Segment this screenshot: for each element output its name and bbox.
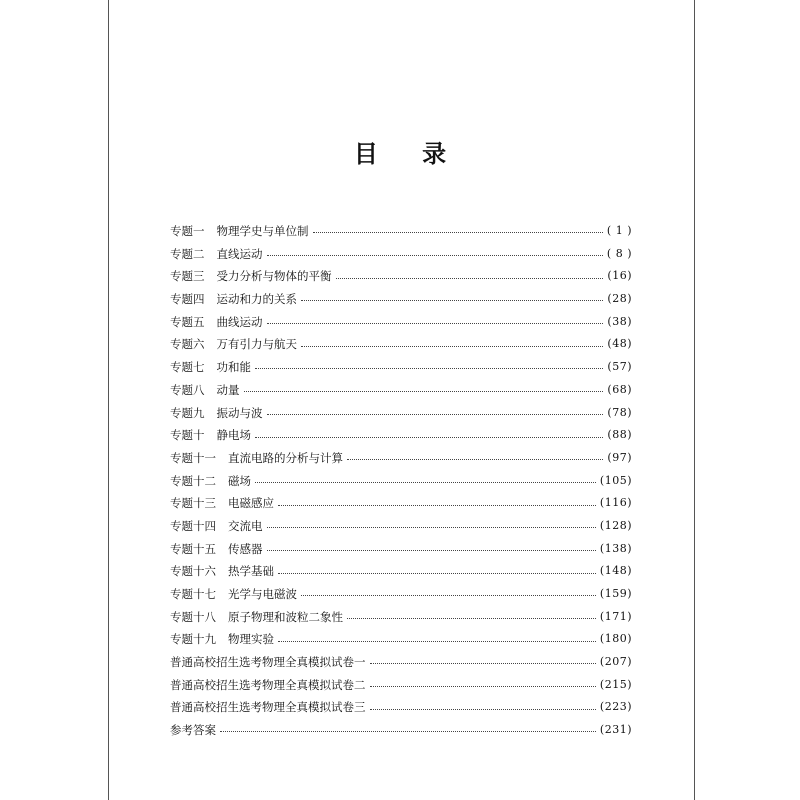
toc-entry[interactable] xyxy=(170,243,632,266)
toc-entry-page-number: (105) xyxy=(599,473,632,487)
toc-entry[interactable] xyxy=(170,492,632,515)
toc-entry-label: 专题十八 xyxy=(170,609,216,624)
toc-entry-title: 光学与电磁波 xyxy=(228,587,297,601)
toc-entry-page-number: ( 8 ) xyxy=(606,246,632,260)
toc-dot-leader xyxy=(244,390,604,392)
toc-dot-leader xyxy=(255,481,596,483)
toc-dot-leader xyxy=(220,730,596,732)
toc-entry-page-number: (116) xyxy=(599,496,632,510)
toc-entry-page-number: (180) xyxy=(599,632,632,646)
toc-entry-page-number: (28) xyxy=(607,292,632,306)
toc-entry[interactable] xyxy=(170,424,632,447)
toc-entry-page-number: (57) xyxy=(607,360,632,374)
toc-dot-leader xyxy=(267,526,596,528)
toc-entry-title: 静电场 xyxy=(216,428,251,443)
toc-dot-leader xyxy=(278,640,596,642)
toc-entry-label: 专题七 xyxy=(170,360,205,375)
toc-entry-page-number: (215) xyxy=(599,677,632,691)
toc-dot-leader xyxy=(267,549,596,551)
toc-entry-label: 专题二 xyxy=(170,246,205,261)
toc-entry-page-number: (231) xyxy=(599,723,632,737)
toc-entry[interactable] xyxy=(170,583,632,606)
toc-entry-label: 专题十二 xyxy=(170,473,216,488)
toc-entry-page-number: (207) xyxy=(599,655,632,669)
toc-entry[interactable] xyxy=(170,470,632,493)
toc-entry-title: 曲线运动 xyxy=(216,314,263,329)
toc-entry-page-number: (159) xyxy=(599,587,632,600)
toc-entry-title: 电磁感应 xyxy=(228,496,274,511)
toc-entry-page-number: (48) xyxy=(607,337,632,351)
toc-dot-leader xyxy=(278,504,596,506)
toc-entry-title: 直线运动 xyxy=(216,246,263,261)
toc-entry-page-number: (171) xyxy=(599,609,632,623)
toc-dot-leader xyxy=(278,572,596,574)
toc-entry-title: 磁场 xyxy=(228,473,251,488)
toc-entry-title: 热学基础 xyxy=(228,564,274,579)
toc-entry[interactable] xyxy=(170,220,632,243)
toc-dot-leader xyxy=(336,277,604,279)
toc-entry-page-number: (223) xyxy=(599,700,632,714)
toc-entry-page-number: (68) xyxy=(607,382,632,396)
toc-entry[interactable] xyxy=(170,515,632,538)
toc-entry[interactable] xyxy=(170,628,632,651)
toc-entry[interactable] xyxy=(170,379,632,402)
toc-entry[interactable] xyxy=(170,288,632,311)
toc-dot-leader xyxy=(347,617,596,619)
toc-entry-title: 参考答案 xyxy=(170,723,216,738)
toc-entry-label: 专题十 xyxy=(170,428,205,443)
toc-entry-title: 动量 xyxy=(216,382,240,397)
toc-entry-title: 普通高校招生选考物理全真模拟试卷一 xyxy=(170,655,366,670)
toc-entry-title: 传感器 xyxy=(228,541,263,556)
toc-entry[interactable] xyxy=(170,674,632,697)
toc-entry-label: 专题三 xyxy=(170,269,205,284)
toc-entry-label: 专题四 xyxy=(170,292,205,307)
toc-entry-label: 专题十三 xyxy=(170,496,216,511)
toc-dot-leader xyxy=(370,708,596,710)
toc-entry-page-number: (16) xyxy=(607,269,632,283)
page-border-right xyxy=(694,0,695,800)
toc-dot-leader xyxy=(301,594,596,596)
page-title: 目 录 xyxy=(353,139,465,168)
toc-entry[interactable] xyxy=(170,606,632,629)
toc-dot-leader xyxy=(267,322,604,324)
toc-entry-title: 普通高校招生选考物理全真模拟试卷三 xyxy=(170,700,366,715)
toc-dot-leader xyxy=(255,436,603,438)
toc-entry[interactable] xyxy=(170,538,632,561)
toc-entry-label: 专题十一 xyxy=(170,450,216,465)
toc-entry-page-number: ( 1 ) xyxy=(606,224,632,237)
toc-dot-leader xyxy=(301,345,603,347)
toc-entry-label: 专题一 xyxy=(170,224,205,238)
toc-entry-label: 专题五 xyxy=(170,314,205,329)
toc-entry-page-number: (78) xyxy=(607,405,632,419)
toc-entry-title: 直流电路的分析与计算 xyxy=(228,450,343,465)
toc-entry-title: 普通高校招生选考物理全真模拟试卷二 xyxy=(170,677,366,692)
toc-entry-title: 物理学史与单位制 xyxy=(216,224,309,238)
toc-entry-page-number: (148) xyxy=(599,564,632,578)
toc-dot-leader xyxy=(347,458,603,460)
toc-entry[interactable] xyxy=(170,719,632,742)
toc-entry-label: 专题十九 xyxy=(170,632,216,647)
toc-entry-page-number: (138) xyxy=(599,541,632,555)
table-of-contents xyxy=(170,220,632,742)
toc-entry[interactable] xyxy=(170,311,632,334)
toc-entry[interactable] xyxy=(170,560,632,583)
toc-entry-title: 物理实验 xyxy=(228,632,274,647)
toc-entry-title: 振动与波 xyxy=(216,405,263,420)
toc-entry[interactable] xyxy=(170,402,632,425)
toc-entry-title: 运动和力的关系 xyxy=(216,292,297,307)
toc-entry-label: 专题九 xyxy=(170,405,205,420)
toc-entry-title: 受力分析与物体的平衡 xyxy=(216,269,332,284)
toc-entry-page-number: (128) xyxy=(599,518,632,532)
toc-entry-label: 专题八 xyxy=(170,382,205,397)
toc-entry[interactable] xyxy=(170,333,632,356)
page-border-left xyxy=(108,0,109,800)
toc-entry-title: 原子物理和波粒二象性 xyxy=(228,609,343,624)
toc-entry[interactable] xyxy=(170,696,632,719)
toc-entry-label: 专题十四 xyxy=(170,518,216,533)
toc-entry[interactable] xyxy=(170,265,632,288)
toc-entry[interactable] xyxy=(170,356,632,379)
toc-dot-leader xyxy=(370,662,596,664)
toc-entry-label: 专题六 xyxy=(170,337,205,352)
toc-entry-page-number: (88) xyxy=(607,428,632,442)
toc-entry-title: 交流电 xyxy=(228,518,263,533)
toc-entry-label: 专题十七 xyxy=(170,587,216,601)
toc-entry-page-number: (38) xyxy=(607,314,632,328)
toc-entry-page-number: (97) xyxy=(607,450,632,464)
toc-dot-leader xyxy=(255,367,603,369)
toc-entry-label: 专题十六 xyxy=(170,564,216,579)
toc-dot-leader xyxy=(267,254,603,256)
toc-entry-title: 功和能 xyxy=(216,360,251,375)
toc-entry-label: 专题十五 xyxy=(170,541,216,556)
toc-dot-leader xyxy=(267,413,604,415)
toc-dot-leader xyxy=(313,231,603,233)
toc-entry-title: 万有引力与航天 xyxy=(216,337,297,352)
toc-dot-leader xyxy=(370,685,596,687)
toc-entry[interactable] xyxy=(170,651,632,674)
toc-entry[interactable] xyxy=(170,447,632,470)
toc-dot-leader xyxy=(301,299,603,301)
